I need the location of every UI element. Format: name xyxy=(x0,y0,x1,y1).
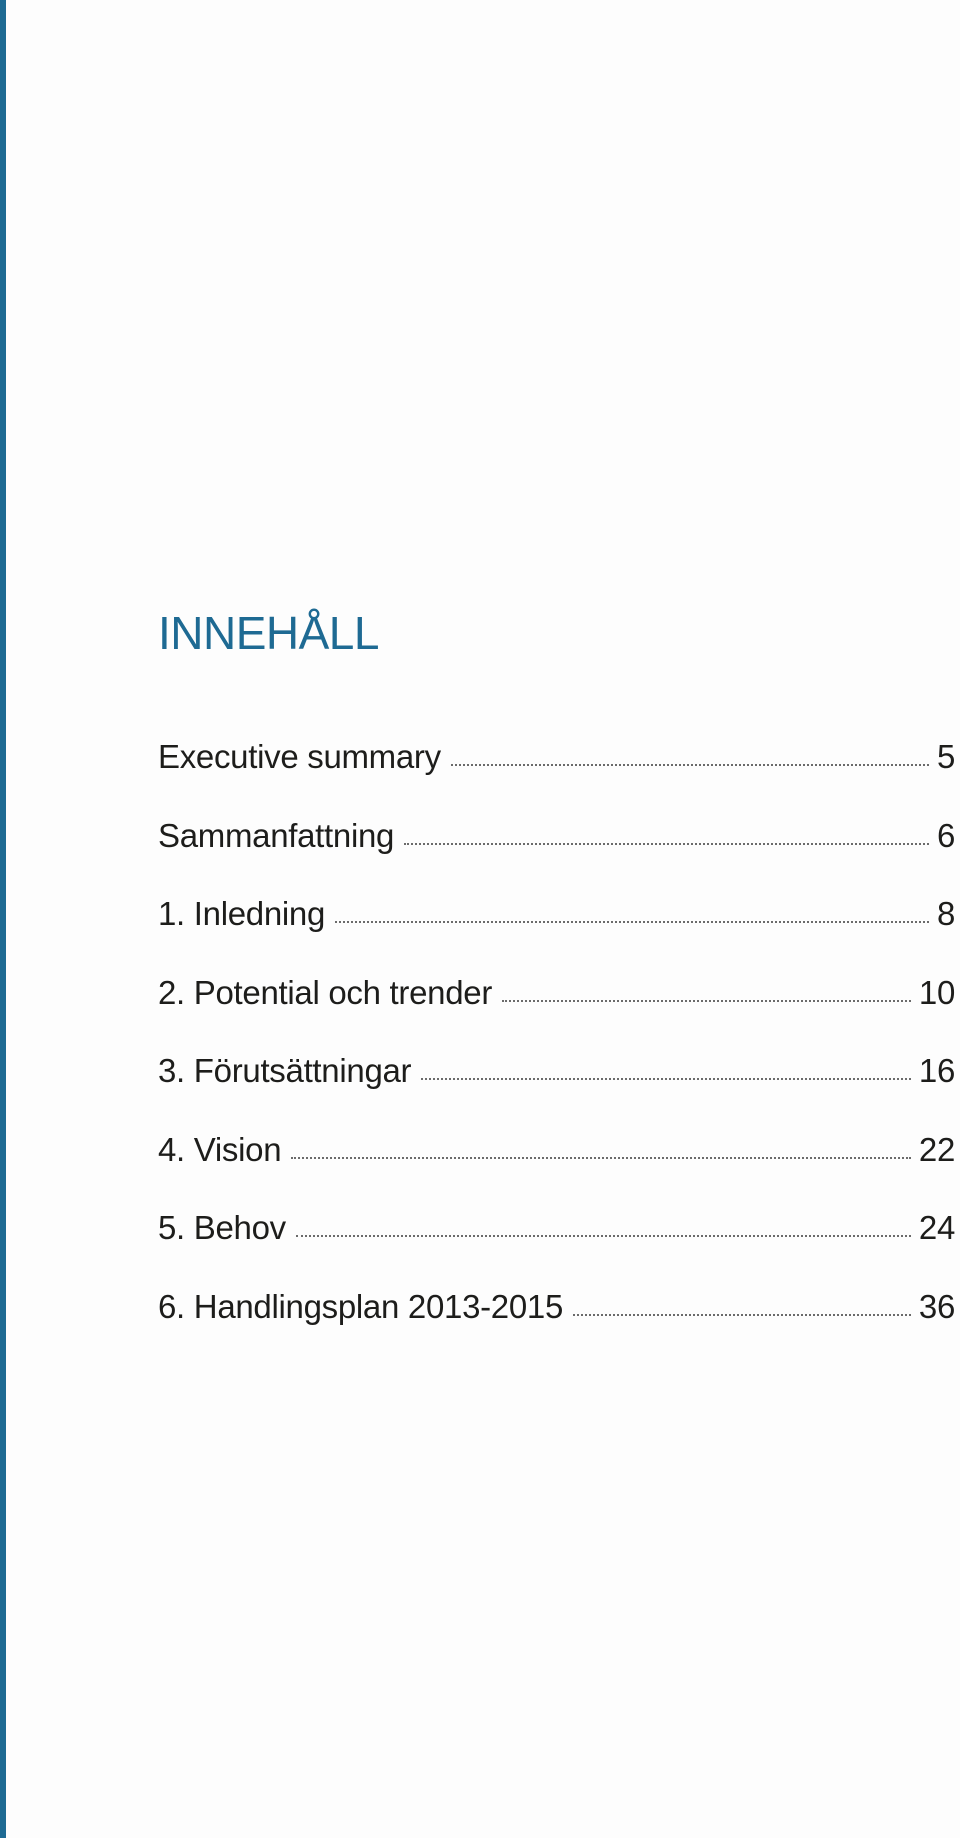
table-of-contents xyxy=(158,738,955,1366)
dot-leader xyxy=(404,843,929,845)
toc-entry-page-number: 10 xyxy=(918,973,955,1011)
toc-entry[interactable] xyxy=(158,974,955,1053)
toc-entry-title: 1. Inledning xyxy=(158,895,326,932)
toc-entry-page-number: 6 xyxy=(936,816,955,854)
toc-entry-title: 4. Vision xyxy=(158,1130,282,1168)
toc-entry[interactable] xyxy=(158,1209,955,1288)
toc-entry-page-number: 8 xyxy=(936,895,955,932)
toc-entry-title: 5. Behov xyxy=(158,1209,286,1246)
dot-leader xyxy=(291,1157,911,1159)
page-title: INNEHÅLL xyxy=(158,607,379,659)
dot-leader xyxy=(421,1078,911,1080)
dot-leader xyxy=(296,1235,911,1237)
toc-entry-page-number: 24 xyxy=(918,1209,955,1246)
toc-entry[interactable] xyxy=(158,1131,955,1210)
toc-entry-page-number: 22 xyxy=(918,1130,955,1168)
toc-entry-title: Executive summary xyxy=(158,738,441,775)
dot-leader xyxy=(335,921,929,923)
toc-entry-title: 3. Förutsättningar xyxy=(158,1052,412,1089)
toc-entry-title: 2. Potential och trender xyxy=(158,973,493,1011)
toc-entry-page-number: 5 xyxy=(936,738,955,775)
toc-entry-page-number: 36 xyxy=(918,1287,955,1325)
toc-entry-title: 6. Handlingsplan 2013-2015 xyxy=(158,1287,564,1325)
accent-side-bar xyxy=(0,0,6,1838)
toc-entry[interactable] xyxy=(158,1052,955,1131)
toc-entry[interactable] xyxy=(158,738,955,817)
toc-entry[interactable] xyxy=(158,1288,955,1367)
toc-entry[interactable] xyxy=(158,817,955,896)
dot-leader xyxy=(502,1000,911,1002)
toc-entry-title: Sammanfattning xyxy=(158,816,395,854)
toc-entry-page-number: 16 xyxy=(918,1052,955,1089)
toc-entry[interactable] xyxy=(158,895,955,974)
dot-leader xyxy=(573,1314,911,1316)
dot-leader xyxy=(451,764,929,766)
